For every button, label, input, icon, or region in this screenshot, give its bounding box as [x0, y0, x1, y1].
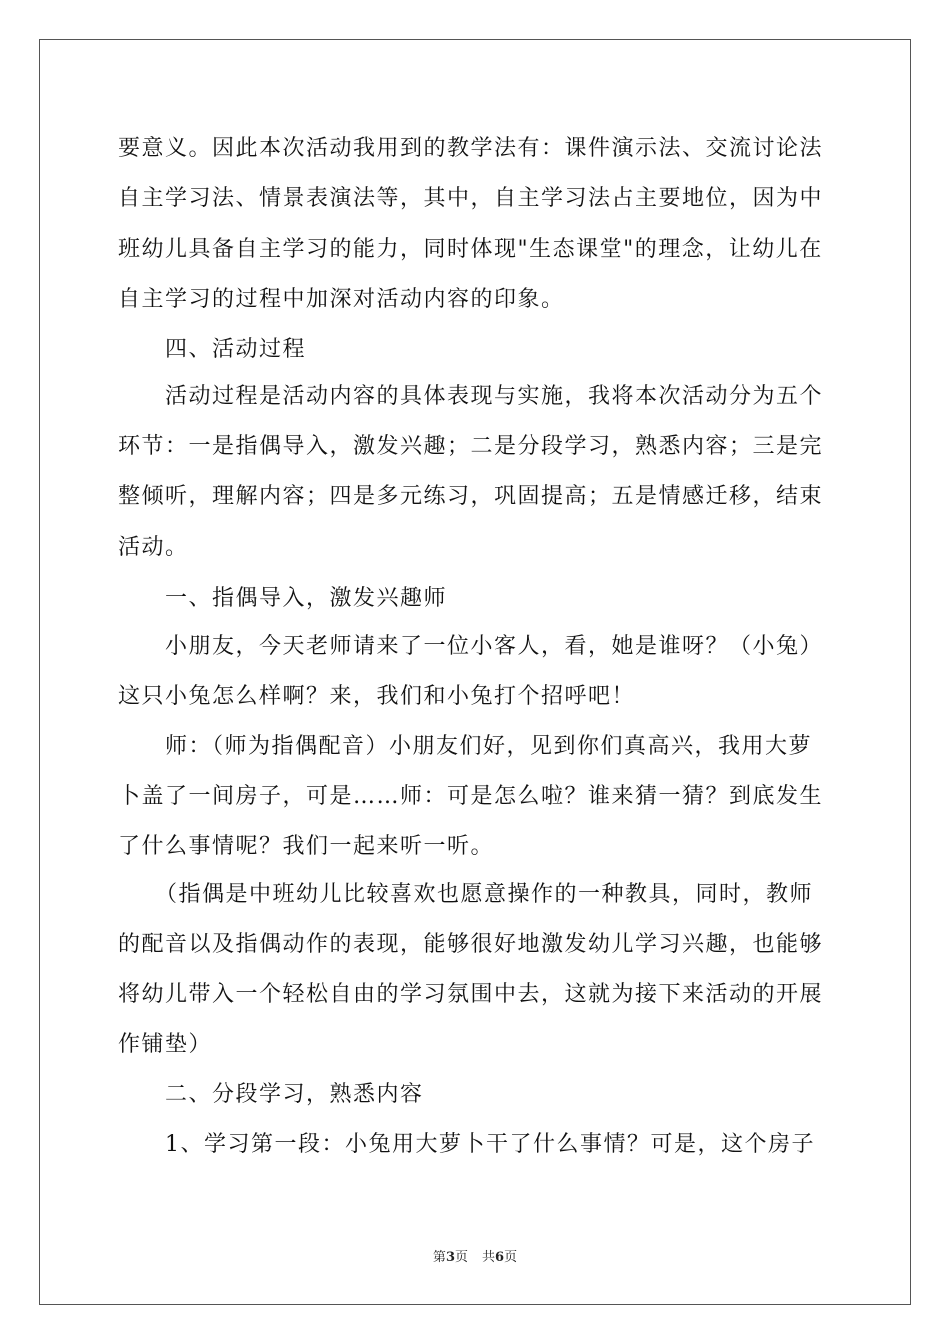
footer-total-suffix: 页 — [504, 1250, 518, 1265]
body-line: 将幼儿带入一个轻松自由的学习氛围中去，这就为接下来活动的开展 — [118, 982, 824, 1007]
body-line: 师：（师为指偶配音）小朋友们好，见到你们真高兴，我用大萝 — [165, 734, 813, 759]
section-heading: 一、指偶导入，激发兴趣师 — [165, 586, 448, 611]
body-line: 作铺垫） — [118, 1032, 213, 1057]
body-line: 的配音以及指偶动作的表现，能够很好地激发幼儿学习兴趣，也能够 — [118, 932, 824, 957]
body-line: 自主学习法、情景表演法等，其中，自主学习法占主要地位，因为中 — [118, 186, 824, 211]
body-line: 1、学习第一段：小兔用大萝卜干了什么事情？可是，这个房子 — [165, 1132, 815, 1157]
footer-total-prefix: 共 — [482, 1250, 496, 1265]
page-border — [39, 39, 911, 1305]
body-line: 要意义。因此本次活动我用到的教学法有：课件演示法、交流讨论法 — [118, 136, 824, 161]
body-line: 小朋友，今天老师请来了一位小客人，看，她是谁呀？（小兔） — [165, 634, 824, 659]
body-line: 整倾听，理解内容；四是多元练习，巩固提高；五是情感迁移，结束 — [118, 484, 824, 509]
body-line: 活动。 — [118, 535, 189, 560]
body-line: 班幼儿具备自主学习的能力，同时体现"生态课堂"的理念，让幼儿在 — [118, 237, 823, 262]
body-line: 环节：一是指偶导入，激发兴趣；二是分段学习，熟悉内容；三是完 — [118, 434, 824, 459]
footer-total-number: 6 — [495, 1250, 505, 1265]
body-line: 活动过程是活动内容的具体表现与实施，我将本次活动分为五个 — [165, 384, 824, 409]
footer-page-suffix: 页 — [454, 1250, 468, 1265]
page-footer — [0, 1246, 950, 1265]
body-line: 自主学习的过程中加深对活动内容的印象。 — [118, 287, 565, 312]
body-line: 卜盖了一间房子，可是……师：可是怎么啦？谁来猜一猜？到底发生 — [118, 784, 824, 809]
body-line: （指偶是中班幼儿比较喜欢也愿意操作的一种教具，同时，教师 — [155, 882, 814, 907]
section-heading: 二、分段学习，熟悉内容 — [165, 1082, 424, 1107]
body-line: 了什么事情呢？我们一起来听一听。 — [118, 834, 495, 859]
body-line: 这只小兔怎么样啊？来，我们和小兔打个招呼吧！ — [118, 684, 636, 709]
footer-page-number: 3 — [445, 1250, 455, 1265]
section-heading: 四、活动过程 — [165, 337, 307, 362]
footer-page-prefix: 第 — [432, 1250, 446, 1265]
